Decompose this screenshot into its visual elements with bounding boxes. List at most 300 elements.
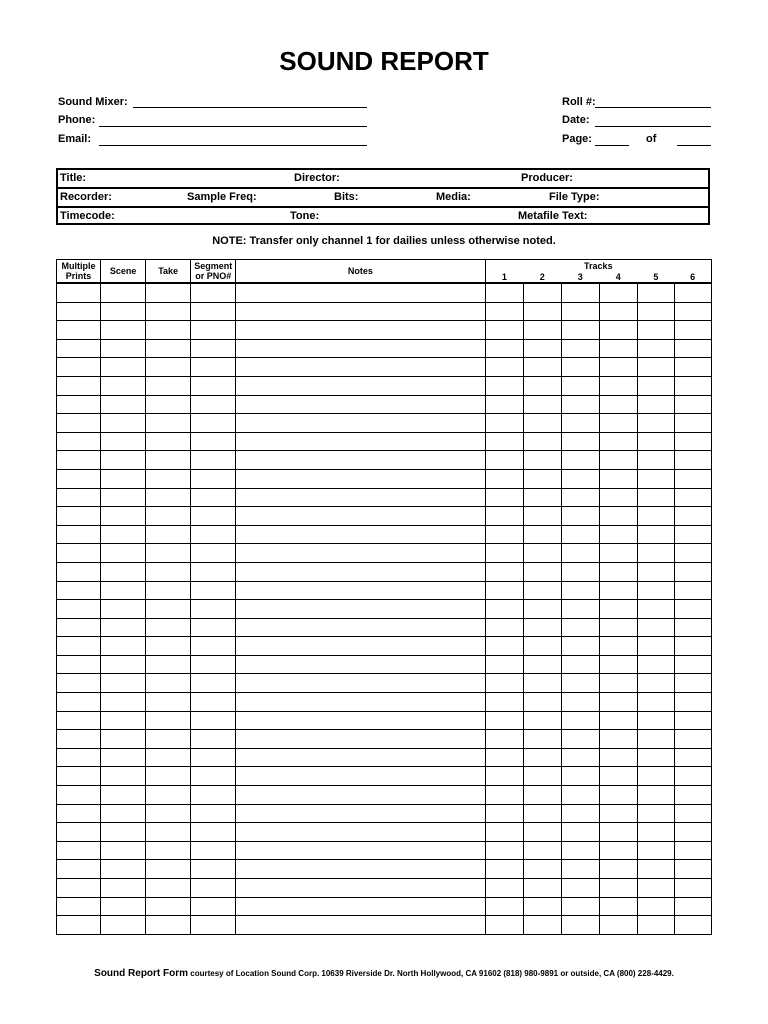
notes-cell[interactable]	[236, 860, 485, 879]
track-5-cell[interactable]	[637, 823, 674, 842]
track-3-cell[interactable]	[561, 823, 599, 842]
track-3-cell[interactable]	[561, 655, 599, 674]
track-6-cell[interactable]	[674, 674, 711, 693]
scene-cell[interactable]	[101, 339, 146, 358]
multiple-prints-cell[interactable]	[57, 637, 101, 656]
segment-cell[interactable]	[191, 321, 236, 340]
track-3-cell[interactable]	[561, 711, 599, 730]
scene-cell[interactable]	[101, 432, 146, 451]
scene-cell[interactable]	[101, 748, 146, 767]
segment-cell[interactable]	[191, 469, 236, 488]
multiple-prints-cell[interactable]	[57, 786, 101, 805]
track-4-cell[interactable]	[599, 674, 637, 693]
segment-cell[interactable]	[191, 655, 236, 674]
track-5-cell[interactable]	[637, 693, 674, 712]
multiple-prints-cell[interactable]	[57, 544, 101, 563]
track-6-cell[interactable]	[674, 711, 711, 730]
track-1-cell[interactable]	[485, 395, 523, 414]
track-6-cell[interactable]	[674, 730, 711, 749]
track-3-cell[interactable]	[561, 860, 599, 879]
track-4-cell[interactable]	[599, 395, 637, 414]
take-cell[interactable]	[146, 469, 191, 488]
multiple-prints-cell[interactable]	[57, 674, 101, 693]
track-6-cell[interactable]	[674, 395, 711, 414]
track-6-cell[interactable]	[674, 283, 711, 302]
track-5-cell[interactable]	[637, 544, 674, 563]
track-5-cell[interactable]	[637, 432, 674, 451]
track-3-cell[interactable]	[561, 469, 599, 488]
track-1-cell[interactable]	[485, 451, 523, 470]
track-4-cell[interactable]	[599, 600, 637, 619]
track-3-cell[interactable]	[561, 581, 599, 600]
track-1-cell[interactable]	[485, 748, 523, 767]
track-1-cell[interactable]	[485, 507, 523, 526]
scene-cell[interactable]	[101, 804, 146, 823]
track-2-cell[interactable]	[523, 414, 561, 433]
track-1-cell[interactable]	[485, 283, 523, 302]
multiple-prints-cell[interactable]	[57, 711, 101, 730]
notes-cell[interactable]	[236, 544, 485, 563]
multiple-prints-cell[interactable]	[57, 395, 101, 414]
multiple-prints-cell[interactable]	[57, 730, 101, 749]
track-6-cell[interactable]	[674, 469, 711, 488]
track-4-cell[interactable]	[599, 488, 637, 507]
track-5-cell[interactable]	[637, 655, 674, 674]
segment-cell[interactable]	[191, 488, 236, 507]
segment-cell[interactable]	[191, 581, 236, 600]
track-1-cell[interactable]	[485, 655, 523, 674]
track-3-cell[interactable]	[561, 339, 599, 358]
track-5-cell[interactable]	[637, 860, 674, 879]
date-field[interactable]	[595, 126, 711, 127]
take-cell[interactable]	[146, 879, 191, 898]
scene-cell[interactable]	[101, 879, 146, 898]
track-2-cell[interactable]	[523, 544, 561, 563]
track-5-cell[interactable]	[637, 302, 674, 321]
track-6-cell[interactable]	[674, 916, 711, 935]
take-cell[interactable]	[146, 562, 191, 581]
track-3-cell[interactable]	[561, 748, 599, 767]
track-5-cell[interactable]	[637, 637, 674, 656]
scene-cell[interactable]	[101, 302, 146, 321]
track-5-cell[interactable]	[637, 525, 674, 544]
track-4-cell[interactable]	[599, 786, 637, 805]
scene-cell[interactable]	[101, 358, 146, 377]
track-3-cell[interactable]	[561, 562, 599, 581]
track-4-cell[interactable]	[599, 581, 637, 600]
multiple-prints-cell[interactable]	[57, 655, 101, 674]
scene-cell[interactable]	[101, 525, 146, 544]
track-6-cell[interactable]	[674, 581, 711, 600]
notes-cell[interactable]	[236, 786, 485, 805]
track-2-cell[interactable]	[523, 358, 561, 377]
track-4-cell[interactable]	[599, 767, 637, 786]
notes-cell[interactable]	[236, 414, 485, 433]
multiple-prints-cell[interactable]	[57, 804, 101, 823]
multiple-prints-cell[interactable]	[57, 581, 101, 600]
track-5-cell[interactable]	[637, 283, 674, 302]
scene-cell[interactable]	[101, 674, 146, 693]
take-cell[interactable]	[146, 693, 191, 712]
track-1-cell[interactable]	[485, 693, 523, 712]
segment-cell[interactable]	[191, 748, 236, 767]
track-2-cell[interactable]	[523, 897, 561, 916]
track-1-cell[interactable]	[485, 730, 523, 749]
notes-cell[interactable]	[236, 488, 485, 507]
segment-cell[interactable]	[191, 544, 236, 563]
take-cell[interactable]	[146, 525, 191, 544]
track-2-cell[interactable]	[523, 879, 561, 898]
track-3-cell[interactable]	[561, 376, 599, 395]
take-cell[interactable]	[146, 897, 191, 916]
segment-cell[interactable]	[191, 395, 236, 414]
track-4-cell[interactable]	[599, 302, 637, 321]
track-5-cell[interactable]	[637, 879, 674, 898]
track-2-cell[interactable]	[523, 804, 561, 823]
track-2-cell[interactable]	[523, 395, 561, 414]
notes-cell[interactable]	[236, 562, 485, 581]
scene-cell[interactable]	[101, 451, 146, 470]
multiple-prints-cell[interactable]	[57, 469, 101, 488]
scene-cell[interactable]	[101, 488, 146, 507]
track-4-cell[interactable]	[599, 339, 637, 358]
notes-cell[interactable]	[236, 358, 485, 377]
notes-cell[interactable]	[236, 879, 485, 898]
take-cell[interactable]	[146, 321, 191, 340]
track-2-cell[interactable]	[523, 488, 561, 507]
take-cell[interactable]	[146, 655, 191, 674]
segment-cell[interactable]	[191, 637, 236, 656]
scene-cell[interactable]	[101, 507, 146, 526]
notes-cell[interactable]	[236, 916, 485, 935]
track-3-cell[interactable]	[561, 804, 599, 823]
track-4-cell[interactable]	[599, 321, 637, 340]
track-5-cell[interactable]	[637, 488, 674, 507]
track-4-cell[interactable]	[599, 469, 637, 488]
scene-cell[interactable]	[101, 767, 146, 786]
take-cell[interactable]	[146, 823, 191, 842]
track-1-cell[interactable]	[485, 488, 523, 507]
track-4-cell[interactable]	[599, 916, 637, 935]
notes-cell[interactable]	[236, 507, 485, 526]
track-4-cell[interactable]	[599, 693, 637, 712]
track-1-cell[interactable]	[485, 525, 523, 544]
track-2-cell[interactable]	[523, 637, 561, 656]
take-cell[interactable]	[146, 507, 191, 526]
scene-cell[interactable]	[101, 544, 146, 563]
track-2-cell[interactable]	[523, 321, 561, 340]
segment-cell[interactable]	[191, 376, 236, 395]
track-6-cell[interactable]	[674, 823, 711, 842]
notes-cell[interactable]	[236, 618, 485, 637]
track-2-cell[interactable]	[523, 432, 561, 451]
notes-cell[interactable]	[236, 581, 485, 600]
take-cell[interactable]	[146, 339, 191, 358]
multiple-prints-cell[interactable]	[57, 600, 101, 619]
track-6-cell[interactable]	[674, 804, 711, 823]
track-2-cell[interactable]	[523, 786, 561, 805]
track-3-cell[interactable]	[561, 767, 599, 786]
track-2-cell[interactable]	[523, 674, 561, 693]
track-1-cell[interactable]	[485, 711, 523, 730]
notes-cell[interactable]	[236, 748, 485, 767]
multiple-prints-cell[interactable]	[57, 693, 101, 712]
track-5-cell[interactable]	[637, 414, 674, 433]
track-1-cell[interactable]	[485, 841, 523, 860]
segment-cell[interactable]	[191, 916, 236, 935]
take-cell[interactable]	[146, 414, 191, 433]
multiple-prints-cell[interactable]	[57, 507, 101, 526]
track-1-cell[interactable]	[485, 916, 523, 935]
track-3-cell[interactable]	[561, 841, 599, 860]
track-4-cell[interactable]	[599, 432, 637, 451]
track-4-cell[interactable]	[599, 730, 637, 749]
track-5-cell[interactable]	[637, 730, 674, 749]
take-cell[interactable]	[146, 376, 191, 395]
track-2-cell[interactable]	[523, 748, 561, 767]
track-6-cell[interactable]	[674, 897, 711, 916]
take-cell[interactable]	[146, 748, 191, 767]
track-5-cell[interactable]	[637, 581, 674, 600]
track-3-cell[interactable]	[561, 358, 599, 377]
multiple-prints-cell[interactable]	[57, 451, 101, 470]
track-1-cell[interactable]	[485, 432, 523, 451]
track-6-cell[interactable]	[674, 748, 711, 767]
track-5-cell[interactable]	[637, 562, 674, 581]
notes-cell[interactable]	[236, 395, 485, 414]
track-2-cell[interactable]	[523, 841, 561, 860]
track-5-cell[interactable]	[637, 469, 674, 488]
track-6-cell[interactable]	[674, 414, 711, 433]
take-cell[interactable]	[146, 841, 191, 860]
track-1-cell[interactable]	[485, 786, 523, 805]
multiple-prints-cell[interactable]	[57, 339, 101, 358]
take-cell[interactable]	[146, 860, 191, 879]
multiple-prints-cell[interactable]	[57, 525, 101, 544]
track-1-cell[interactable]	[485, 637, 523, 656]
track-2-cell[interactable]	[523, 730, 561, 749]
segment-cell[interactable]	[191, 823, 236, 842]
take-cell[interactable]	[146, 767, 191, 786]
track-5-cell[interactable]	[637, 321, 674, 340]
notes-cell[interactable]	[236, 525, 485, 544]
notes-cell[interactable]	[236, 432, 485, 451]
take-cell[interactable]	[146, 302, 191, 321]
notes-cell[interactable]	[236, 804, 485, 823]
track-1-cell[interactable]	[485, 600, 523, 619]
notes-cell[interactable]	[236, 767, 485, 786]
track-1-cell[interactable]	[485, 767, 523, 786]
track-1-cell[interactable]	[485, 618, 523, 637]
phone-field[interactable]	[99, 126, 367, 127]
track-6-cell[interactable]	[674, 358, 711, 377]
track-6-cell[interactable]	[674, 841, 711, 860]
track-5-cell[interactable]	[637, 786, 674, 805]
scene-cell[interactable]	[101, 860, 146, 879]
roll-field[interactable]	[595, 107, 711, 108]
track-3-cell[interactable]	[561, 916, 599, 935]
take-cell[interactable]	[146, 432, 191, 451]
take-cell[interactable]	[146, 544, 191, 563]
track-6-cell[interactable]	[674, 618, 711, 637]
multiple-prints-cell[interactable]	[57, 283, 101, 302]
track-1-cell[interactable]	[485, 804, 523, 823]
track-2-cell[interactable]	[523, 283, 561, 302]
track-6-cell[interactable]	[674, 302, 711, 321]
track-3-cell[interactable]	[561, 302, 599, 321]
scene-cell[interactable]	[101, 730, 146, 749]
scene-cell[interactable]	[101, 655, 146, 674]
track-5-cell[interactable]	[637, 600, 674, 619]
track-2-cell[interactable]	[523, 581, 561, 600]
track-3-cell[interactable]	[561, 488, 599, 507]
track-6-cell[interactable]	[674, 376, 711, 395]
sound-mixer-field[interactable]	[133, 107, 367, 108]
track-5-cell[interactable]	[637, 339, 674, 358]
track-3-cell[interactable]	[561, 321, 599, 340]
track-6-cell[interactable]	[674, 562, 711, 581]
take-cell[interactable]	[146, 730, 191, 749]
notes-cell[interactable]	[236, 711, 485, 730]
track-2-cell[interactable]	[523, 600, 561, 619]
track-3-cell[interactable]	[561, 674, 599, 693]
track-1-cell[interactable]	[485, 879, 523, 898]
track-5-cell[interactable]	[637, 507, 674, 526]
track-3-cell[interactable]	[561, 507, 599, 526]
take-cell[interactable]	[146, 804, 191, 823]
track-3-cell[interactable]	[561, 618, 599, 637]
track-6-cell[interactable]	[674, 321, 711, 340]
track-6-cell[interactable]	[674, 451, 711, 470]
track-3-cell[interactable]	[561, 879, 599, 898]
scene-cell[interactable]	[101, 897, 146, 916]
track-5-cell[interactable]	[637, 767, 674, 786]
track-4-cell[interactable]	[599, 823, 637, 842]
notes-cell[interactable]	[236, 823, 485, 842]
multiple-prints-cell[interactable]	[57, 562, 101, 581]
segment-cell[interactable]	[191, 767, 236, 786]
track-5-cell[interactable]	[637, 618, 674, 637]
track-6-cell[interactable]	[674, 637, 711, 656]
track-4-cell[interactable]	[599, 637, 637, 656]
track-3-cell[interactable]	[561, 395, 599, 414]
track-3-cell[interactable]	[561, 432, 599, 451]
segment-cell[interactable]	[191, 860, 236, 879]
track-6-cell[interactable]	[674, 786, 711, 805]
track-3-cell[interactable]	[561, 730, 599, 749]
track-6-cell[interactable]	[674, 693, 711, 712]
track-2-cell[interactable]	[523, 860, 561, 879]
track-4-cell[interactable]	[599, 897, 637, 916]
scene-cell[interactable]	[101, 841, 146, 860]
take-cell[interactable]	[146, 581, 191, 600]
multiple-prints-cell[interactable]	[57, 488, 101, 507]
track-5-cell[interactable]	[637, 897, 674, 916]
track-6-cell[interactable]	[674, 544, 711, 563]
track-2-cell[interactable]	[523, 339, 561, 358]
track-4-cell[interactable]	[599, 507, 637, 526]
track-1-cell[interactable]	[485, 562, 523, 581]
track-3-cell[interactable]	[561, 544, 599, 563]
track-5-cell[interactable]	[637, 376, 674, 395]
scene-cell[interactable]	[101, 600, 146, 619]
track-5-cell[interactable]	[637, 841, 674, 860]
segment-cell[interactable]	[191, 674, 236, 693]
notes-cell[interactable]	[236, 841, 485, 860]
track-2-cell[interactable]	[523, 767, 561, 786]
track-1-cell[interactable]	[485, 823, 523, 842]
multiple-prints-cell[interactable]	[57, 432, 101, 451]
track-3-cell[interactable]	[561, 897, 599, 916]
track-4-cell[interactable]	[599, 748, 637, 767]
track-4-cell[interactable]	[599, 879, 637, 898]
track-1-cell[interactable]	[485, 897, 523, 916]
scene-cell[interactable]	[101, 618, 146, 637]
email-field[interactable]	[99, 145, 367, 146]
take-cell[interactable]	[146, 637, 191, 656]
segment-cell[interactable]	[191, 693, 236, 712]
multiple-prints-cell[interactable]	[57, 897, 101, 916]
take-cell[interactable]	[146, 358, 191, 377]
multiple-prints-cell[interactable]	[57, 748, 101, 767]
track-2-cell[interactable]	[523, 693, 561, 712]
take-cell[interactable]	[146, 618, 191, 637]
scene-cell[interactable]	[101, 693, 146, 712]
segment-cell[interactable]	[191, 730, 236, 749]
track-2-cell[interactable]	[523, 525, 561, 544]
scene-cell[interactable]	[101, 637, 146, 656]
notes-cell[interactable]	[236, 376, 485, 395]
track-2-cell[interactable]	[523, 823, 561, 842]
multiple-prints-cell[interactable]	[57, 879, 101, 898]
segment-cell[interactable]	[191, 879, 236, 898]
track-6-cell[interactable]	[674, 507, 711, 526]
multiple-prints-cell[interactable]	[57, 302, 101, 321]
page-number-field[interactable]	[595, 145, 629, 146]
track-2-cell[interactable]	[523, 507, 561, 526]
notes-cell[interactable]	[236, 600, 485, 619]
segment-cell[interactable]	[191, 562, 236, 581]
multiple-prints-cell[interactable]	[57, 376, 101, 395]
notes-cell[interactable]	[236, 451, 485, 470]
multiple-prints-cell[interactable]	[57, 916, 101, 935]
scene-cell[interactable]	[101, 823, 146, 842]
track-4-cell[interactable]	[599, 544, 637, 563]
segment-cell[interactable]	[191, 897, 236, 916]
track-5-cell[interactable]	[637, 804, 674, 823]
track-6-cell[interactable]	[674, 525, 711, 544]
track-1-cell[interactable]	[485, 302, 523, 321]
segment-cell[interactable]	[191, 414, 236, 433]
track-1-cell[interactable]	[485, 321, 523, 340]
track-4-cell[interactable]	[599, 562, 637, 581]
take-cell[interactable]	[146, 711, 191, 730]
take-cell[interactable]	[146, 786, 191, 805]
multiple-prints-cell[interactable]	[57, 841, 101, 860]
track-6-cell[interactable]	[674, 432, 711, 451]
track-1-cell[interactable]	[485, 674, 523, 693]
track-4-cell[interactable]	[599, 804, 637, 823]
notes-cell[interactable]	[236, 469, 485, 488]
track-3-cell[interactable]	[561, 451, 599, 470]
scene-cell[interactable]	[101, 916, 146, 935]
track-6-cell[interactable]	[674, 879, 711, 898]
track-6-cell[interactable]	[674, 488, 711, 507]
track-2-cell[interactable]	[523, 916, 561, 935]
take-cell[interactable]	[146, 283, 191, 302]
track-1-cell[interactable]	[485, 358, 523, 377]
scene-cell[interactable]	[101, 581, 146, 600]
